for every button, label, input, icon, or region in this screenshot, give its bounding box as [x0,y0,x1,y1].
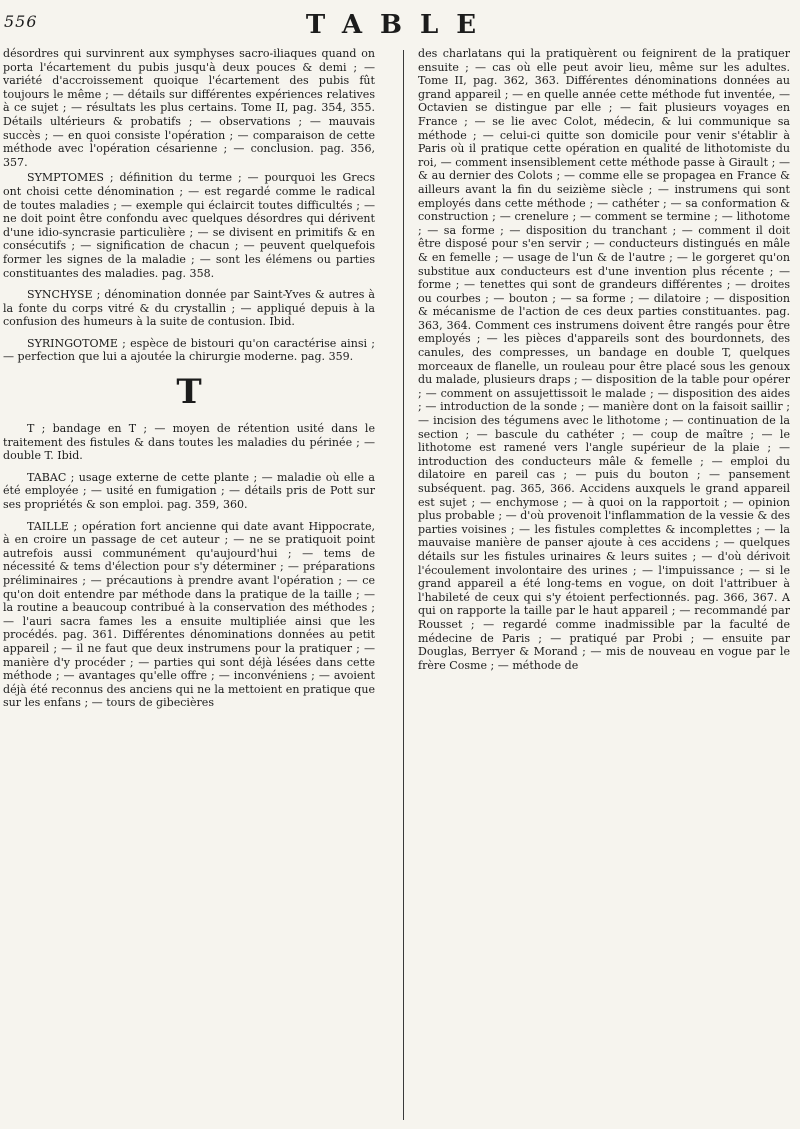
column-divider [403,50,404,1120]
entry-tabac: TABAC ; usage externe de cette plante ; — maladie où elle a été employée ; — usité en fumigation ; — détails pris de Pott sur ses propriétés & son emploi. pag. 359, 360. [3,470,375,512]
entry-taille-continued: des charlatans qui la pratiquèrent ou feignirent de la pratiquer ensuite ; — cas où elle peut avoir lieu, même sur les adultes. Tome II, pag. 362, 363. Différentes dénominations données au grand appareil ; — en quelle année cette méthode fut inventée, — Octavien se distingue par elle ; — fait plusieurs voyages en France ; — se lie avec Colot, médecin, & lui communique sa méthode ; — celui-ci quitte son domicile pour venir s'établir à Paris où il pratique cette opération en qualité de lithotomiste du roi, — comment insensiblement cette méthode passe à Girault ; — & au dernier des Colots ; — comme elle se propagea en France & ailleurs avant la fin du seizième siècle ; — instrumens qui sont employés dans cette méthode ; — cathéter ; — sa conformation & construction ; — crenelure ; — comment se termine ; — lithotome ; — sa forme ; — disposition du tranchant ; — comment il doit être disposé pour s'en servir ; — conducteurs distingués en mâle & en femelle ; — usage de l'un & de l'autre ; — le gorgeret qu'on substitue aux conducteurs est d'une invention plus récente ; — forme ; — tenettes qui sont de grandeurs différentes ; — droites ou courbes ; — bouton ; — sa forme ; — dilatoire ; — disposition & mécanisme de l'action de ces deux parties constituantes. pag. 363, 364. Comment ces instrumens doivent être rangés pour être employés ; — les pièces d'appareils sont des bourdonnets, des canules, des compresses, un bandage en double T, quelques morceaux de flanelle, un rouleau pour être placé sous les genoux du malade, plusieurs draps ; — disposition de la table pour opérer ; — comment on assujettissoit le malade ; — disposition des aides ; — introduction de la sonde ; — manière dont on la faisoit saillir ; — incision des tégumens avec le lithotome ; — continuation de la section ; — bascule du cathéter ; — coup de maître ; — le lithotome est ramené vers l'angle supérieur de la plaie ; — introduction des conducteurs mâle & femelle ; — emploi du dilatoire en pareil cas ; — puis du bouton ; — pansement subséquent. pag. 365, 366. Accidens auxquels le grand appareil est sujet ; — enchymose ; — à quoi on la rapportoit ; — opinion plus probable ; — d'où provenoit l'inflammation de la vessie & des parties voisines ; — les fistules complettes & incomplettes ; — la mauvaise manière de panser ajoute à ces accidens ; — quelques détails sur les fistules urinaires & leurs suites ; — d'où dérivoit l'écoulement involontaire des urines ; — l'impuissance ; — si le grand appareil a été long-tems en vogue, on doit l'attribuer à l'habileté de ceux qui s'y étoient perfectionnés. pag. 366, 367. A qui on rapporte la taille par le haut appareil ; — recommandé par Rousset ; — regardé comme inadmissible par la faculté de médecine de Paris ; — pratiqué par Probi ; — ensuite par Douglas, Berryer & Morand ; — mis de nouveau en vogue par le frère Cosme ; — méthode de [418,47,790,672]
entry-syringotome: SYRINGOTOME ; espèce de bistouri qu'on caractérise ainsi ; — perfection que lui a ajoutée la chirurgie moderne. pag. 359. [3,336,375,364]
entry-t-bandage: T ; bandage en T ; — moyen de rétention usité dans le traitement des fistules & dans toutes les maladies du périnée ; — double T. Ibid. [3,422,375,463]
page-header [0,10,800,50]
entry-continuation: désordres qui survinrent aux symphyses sacro-iliaques quand on porta l'écartement du pubis jusqu'à deux pouces & demi ; — variété d'accroissement quoique l'écartement des pubis fût toujours le même ; — détails sur différentes expériences relatives à ce sujet ; — résultats les plus certains. Tome II, pag. 354, 355. Détails ultérieurs & probatifs ; — observations ; — mauvais succès ; — en quoi consiste l'opération ; — comparaison de cette méthode avec l'opération césarienne ; — conclusion. pag. 356, 357. [3,47,375,169]
entry-symptomes: SYMPTOMES ; définition du terme ; — pourquoi les Grecs ont choisi cette dénomination ; — est regardé comme le radical de toutes maladies ; — exemple qui éclaircit toutes difficultés ; — ne doit point être confondu avec quelques désordres qui dérivent d'une idio-syncrasie particulière ; — se divisent en primitifs & en consécutifs ; — signification de chacun ; — peuvent quelquefois former les signes de la maladie ; — sont les élémens ou parties constituantes des maladies. pag. 358. [3,171,375,280]
left-column [3,47,375,1122]
page-number: 556 [4,12,38,31]
running-title: TABLE [305,10,495,40]
right-column [418,47,790,1122]
entry-taille: TAILLE ; opération fort ancienne qui date avant Hippocrate, à en croire un passage de cet auteur ; — ne se pratiquoit point autrefois aussi communément qu'aujourd'hui ; — tems de nécessité & tems d'élection pour s'y déterminer ; — préparations préliminaires ; — précautions à prendre avant l'opération ; — ce qu'on doit entendre par méthode dans la pratique de la taille ; — la routine a beaucoup contribué à la conservation des méthodes ; — l'auri sacra fames les a ensuite multipliée ainsi que les procédés. pag. 361. Différentes dénominations données au petit appareil ; — il ne faut que deux instrumens pour la pratiquer ; — manière d'y procéder ; — parties qui sont déjà lésées dans cette méthode ; — avantages qu'elle offre ; — inconvéniens ; — avoient déjà été reconnus des anciens qui ne la mettoient en pratique que sur les enfans ; — tours de gibecières [3,519,375,710]
entry-synchyse: SYNCHYSE ; dénomination donnée par Saint-Yves & autres à la fonte du corps vitré & du crystallin ; — appliqué depuis à la confusion des humeurs à la suite de contusion. Ibid. [3,288,375,329]
section-letter: T [176,372,202,413]
